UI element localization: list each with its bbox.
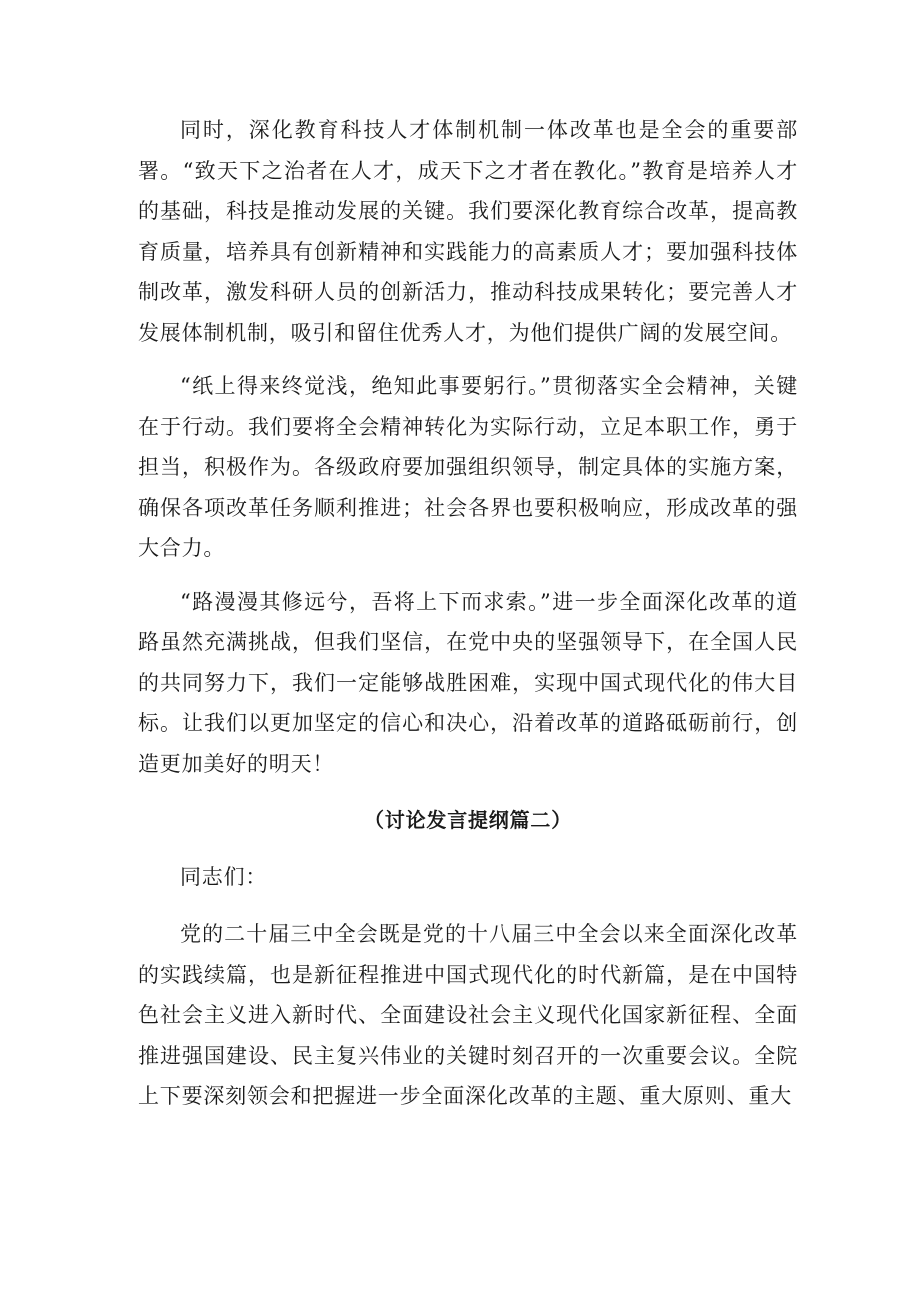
paragraph-talent-reform: 同时，深化教育科技人才体制机制一体改革也是全会的重要部署。“致天下之治者在人才，成天下之才者在教化。”教育是培养人才的基础，科技是推动发展的关键。我们要深化教育综合改革，提高教育质量，培养具有创新精神和实践能力的高素质人才；要加强科技体制改革，激发科研人员的创新活力，推动科技成果转化；要完善人才发展体制机制，吸引和留住优秀人才，为他们提供广阔的发展空间。 xyxy=(138,118,798,345)
paragraph-action: “纸上得来终觉浅，绝知此事要躬行。”贯彻落实全会精神，关键在于行动。我们要将全会精神转化为实际行动，立足本职工作，勇于担当，积极作为。各级政府要加强组织领导，制定具体的实施方案，确保各项改革任务顺利推进；社会各界也要积极响应，形成改革的强大合力。 xyxy=(138,374,798,560)
document-body xyxy=(138,110,798,1117)
salutation: 同志们： xyxy=(180,864,268,889)
section-heading: （讨论发言提纲篇二） xyxy=(364,808,572,832)
paragraph-plenary-session: 党的二十届三中全会既是党的十八届三中全会以来全面深化改革的实践续篇，也是新征程推进中国式现代化的时代新篇，是在中国特色社会主义进入新时代、全面建设社会主义现代化国家新征程、全面推进强国建设、民主复兴伟业的关键时刻召开的一次重要会议。全院上下要深刻领会和把握进一步全面深化改革的主题、重大原则、重大 xyxy=(138,922,798,1108)
paragraph-conclusion: “路漫漫其修远兮，吾将上下而求索。”进一步全面深化改革的道路虽然充满挑战，但我们坚信，在党中央的坚强领导下，在全国人民的共同努力下，我们一定能够战胜困难，实现中国式现代化的伟大目标。让我们以更加坚定的信心和决心，沿着改革的道路砥砺前行，创造更加美好的明天！ xyxy=(138,589,798,776)
